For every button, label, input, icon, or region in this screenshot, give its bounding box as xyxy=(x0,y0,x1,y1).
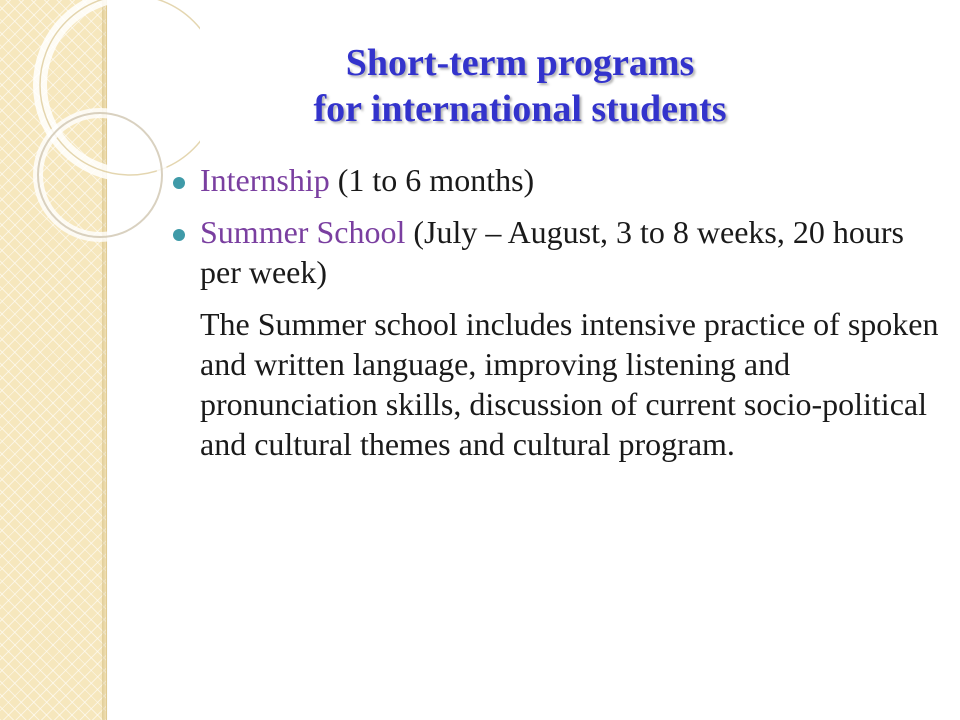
bullet-heading: Summer School xyxy=(200,214,406,250)
slide-title xyxy=(120,40,920,132)
title-line-1: Short-term programs xyxy=(345,42,695,84)
bullet-internship xyxy=(200,160,940,200)
slide-body xyxy=(200,160,940,464)
description-paragraph: The Summer school includes intensive practice of spoken and written language, improving listening and pronunciation skills, discussion of current socio-political and cultural themes and cultural program. xyxy=(200,306,939,462)
bullet-summer-school xyxy=(200,212,940,292)
bullet-dot-icon xyxy=(173,177,185,189)
bullet-detail: (1 to 6 months) xyxy=(329,162,535,198)
title-line-2: for international students xyxy=(313,88,727,130)
bullet-dot-icon xyxy=(173,229,185,241)
bullet-detail: (July – August, 3 to 8 weeks, 20 hours per week) xyxy=(200,214,904,290)
bullet-heading: Internship xyxy=(200,162,330,198)
